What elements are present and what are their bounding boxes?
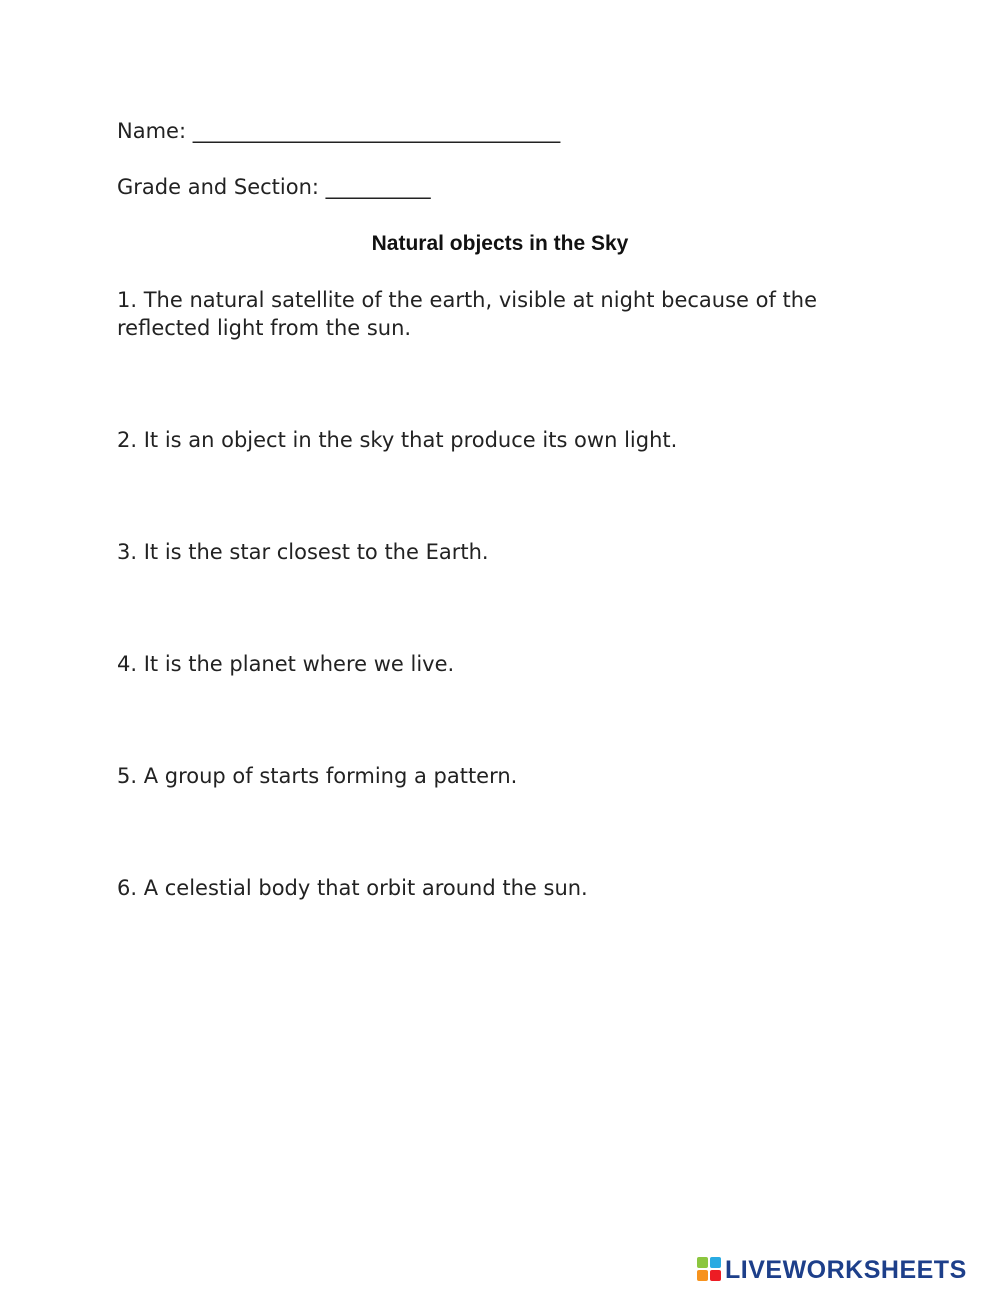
question-5: 5. A group of starts forming a pattern.: [117, 764, 518, 788]
question-4: 4. It is the planet where we live.: [117, 652, 455, 676]
name-field: Name: ___________________________________: [117, 119, 561, 143]
liveworksheets-logo: [697, 1255, 967, 1285]
question-1: 1. The natural satellite of the earth, visible at night because of the reflected light from the sun.: [117, 288, 818, 340]
question-2: 2. It is an object in the sky that produce its own light.: [117, 428, 678, 452]
question-3: 3. It is the star closest to the Earth.: [117, 540, 489, 564]
liveworksheets-logo-text: LIVEWORKSHEETS: [725, 1256, 967, 1284]
worksheet-title: Natural objects in the Sky: [371, 232, 629, 255]
liveworksheets-logo-icon: [697, 1257, 725, 1283]
question-6: 6. A celestial body that orbit around the sun.: [117, 876, 588, 900]
grade-section-field: Grade and Section: __________: [117, 175, 431, 199]
